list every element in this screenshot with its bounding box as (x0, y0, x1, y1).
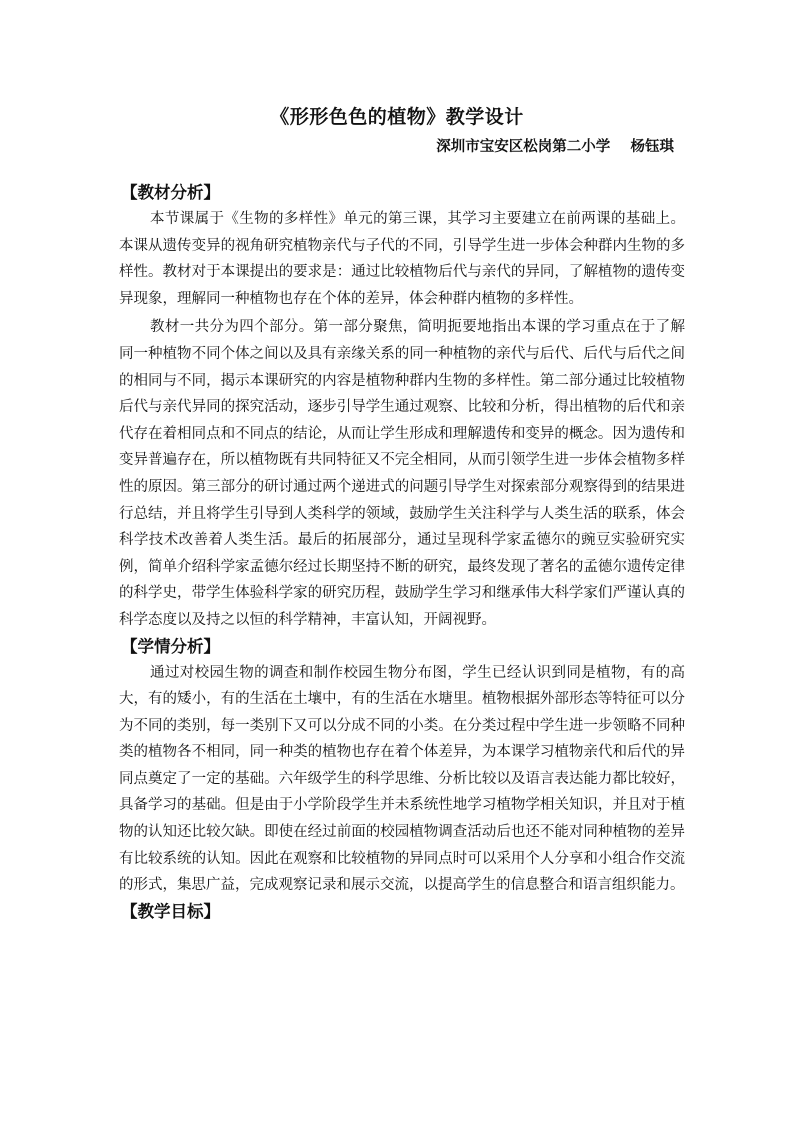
section-heading: 【教材分析】 (121, 183, 220, 202)
document-body (119, 180, 685, 925)
paragraph: 通过对校园生物的调查和制作校园生物分布图，学生已经认识到同是植物，有的高大，有的矮小，有的生活在土壤中，有的生活在水塘里。植物根据外部形态等特征可以分为不同的类别，每一类别下又可以分成不同的小类。在分类过程中学生进一步领略不同种类的植物各不相同，同一种类的植物也存在着个体差异，为本课学习植物亲代和后代的异同点奠定了一定的基础。六年级学生的科学思维、分析比较以及语言表达能力都比较好，具备学习的基础。但是由于小学阶段学生并未系统性地学习植物学相关知识，并且对于植物的认知还比较欠缺。即使在经过前面的校园植物调查活动后也还不能对同种植物的差异有比较系统的认知。因此在观察和比较植物的异同点时可以采用个人分享和小组合作交流的形式，集思广益，完成观察记录和展示交流，以提高学生的信息整合和语言组织能力。 (119, 664, 685, 894)
section-material-analysis (119, 180, 685, 634)
document-title: 《形形色色的植物》教学设计 (270, 106, 524, 128)
section-heading: 【教学目标】 (121, 901, 220, 921)
author-line: 深圳市宝安区松岗第二小学 杨钰琪 (436, 138, 674, 155)
paragraph: 本节课属于《生物的多样性》单元的第三课，其学习主要建立在前两课的基础上。本课从遗传变异的视角研究植物亲代与子代的不同，引导学生进一步体会种群内生物的多样性。教材对于本课提出的要求是：通过比较植物后代与亲代的异同，了解植物的遗传变异现象，理解同一种植物也存在个体的差异，体会种群内植物的多样性。 (119, 211, 685, 307)
section-learner-analysis (119, 634, 685, 899)
paragraph: 教材一共分为四个部分。第一部分聚焦，简明扼要地指出本课的学习重点在于了解同一种植物不同个体之间以及具有亲缘关系的同一种植物的亲代与后代、后代与后代之间的相同与不同，揭示本课研究的内容是植物种群内生物的多样性。第二部分通过比较植物后代与亲代异同的探究活动，逐步引导学生通过观察、比较和分析，得出植物的后代和亲代存在着相同点和不同点的结论，从而让学生形成和理解遗传和变异的概念。因为遗传和变异普遍存在，所以植物既有共同特征又不完全相同，从而引领学生进一步体会植物多样性的原因。第三部分的研讨通过两个递进式的问题引导学生对探索部分观察得到的结果进行总结，并且将学生引导到人类科学的领域，鼓励学生关注科学与人类生活的联系，体会科学技术改善着人类生活。最后的拓展部分，通过呈现科学家孟德尔的豌豆实验研究实例，简单介绍科学家孟德尔经过长期坚持不断的研究，最终发现了著名的孟德尔遗传定律的科学史，带学生体验科学家的研究历程，鼓励学生学习和继承伟大科学家们严谨认真的科学态度以及持之以恒的科学精神，丰富认知，开阔视野。 (119, 319, 685, 628)
section-heading: 【学情分析】 (121, 636, 220, 656)
section-teaching-objectives (119, 899, 685, 925)
